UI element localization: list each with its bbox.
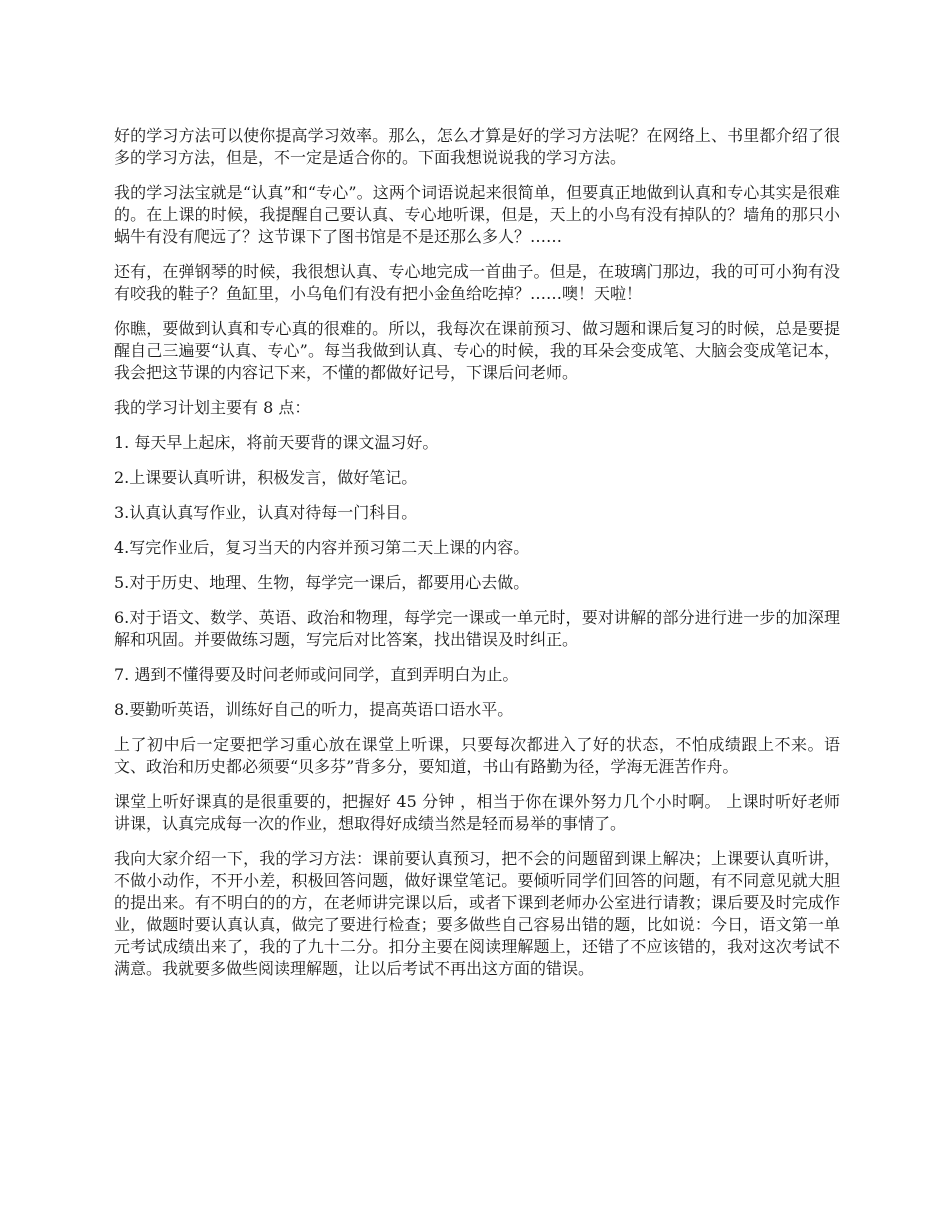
paragraph-piano: 还有，在弹钢琴的时候，我很想认真、专心地完成一首曲子。但是，在玻璃门那边，我的可可小狗有没有咬我的鞋子？鱼缸里，小乌龟们有没有把小金鱼给吃掉？……噢！天啦！ (114, 262, 840, 303)
paragraph-classroom: 课堂上听好课真的是很重要的，把握好 45 分钟 ，相当于你在课外努力几个小时啊。 上课时听好老师讲课，认真完成每一次的作业，想取得好成绩当然是轻而易举的事情了。 (114, 792, 840, 833)
plan-item-5: 5.对于历史、地理、生物，每学完一课后，都要用心去做。 (114, 573, 530, 592)
plan-item-4: 4.写完作业后，复习当天的内容并预习第二天上课的内容。 (114, 538, 530, 557)
plan-item-3: 3.认真认真写作业，认真对待每一门科目。 (114, 503, 418, 522)
plan-item-8: 8.要勤听英语，训练好自己的听力，提高英语口语水平。 (114, 700, 514, 719)
plan-item-6: 6.对于语文、数学、英语、政治和物理，每学完一课或一单元时，要对讲解的部分进行进一步的加深理解和巩固。并要做练习题，写完后对比答案，找出错误及时纠正。 (114, 608, 840, 649)
plan-item-1: 1. 每天早上起床，将前天要背的课文温习好。 (114, 433, 439, 452)
paragraph-plan-heading: 我的学习计划主要有 8 点： (114, 398, 311, 417)
paragraph-study-treasure: 我的学习法宝就是“认真”和“专心”。这两个词语说起来很简单，但要真正地做到认真和专心其实是很难的。在上课的时候，我提醒自己要认真、专心地听课，但是，天上的小鸟有没有掉队的？墙角的那只小蜗牛有没有爬远了？这节课下了图书馆是不是还那么多人？…… (114, 183, 840, 246)
paragraph-intro: 好的学习方法可以使你提高学习效率。那么，怎么才算是好的学习方法呢？在网络上、书里都介绍了很多的学习方法，但是，不一定是适合你的。下面我想说说我的学习方法。 (114, 126, 840, 167)
paragraph-middle-school: 上了初中后一定要把学习重心放在课堂上听课，只要每次都进入了好的状态，不怕成绩跟上不来。语文、政治和历史都必须要“贝多芬”背多分，要知道，书山有路勤为径，学海无涯苦作舟。 (114, 735, 840, 776)
document-body (114, 125, 840, 993)
plan-item-7: 7. 遇到不懂得要及时问老师或问同学，直到弄明白为止。 (114, 665, 519, 684)
paragraph-my-method: 我向大家介绍一下，我的学习方法：课前要认真预习，把不会的问题留到课上解决；上课要认真听讲，不做小动作，不开小差，积极回答问题，做好课堂笔记。要倾听同学们回答的问题，有不同意见就大胆的提出来。有不明白的的方，在老师讲完课以后，或者下课到老师办公室进行请教；课后要及时完成作业，做题时要认真认真，做完了要进行检查；要多做些自己容易出错的题，比如说：今日，语文第一单元考试成绩出来了，我的了九十二分。扣分主要在阅读理解题上，还错了不应该错的，我对这次考试不满意。我就要多做些阅读理解题，让以后考试不再出这方面的错误。 (114, 849, 840, 978)
paragraph-focus: 你瞧，要做到认真和专心真的很难的。所以，我每次在课前预习、做习题和课后复习的时候，总是要提醒自己三遍要“认真、专心”。每当我做到认真、专心的时候，我的耳朵会变成笔、大脑会变成笔记本，我会把这节课的内容记下来，不懂的都做好记号，下课后问老师。 (114, 319, 840, 382)
plan-item-2: 2.上课要认真听讲，积极发言，做好笔记。 (114, 468, 418, 487)
